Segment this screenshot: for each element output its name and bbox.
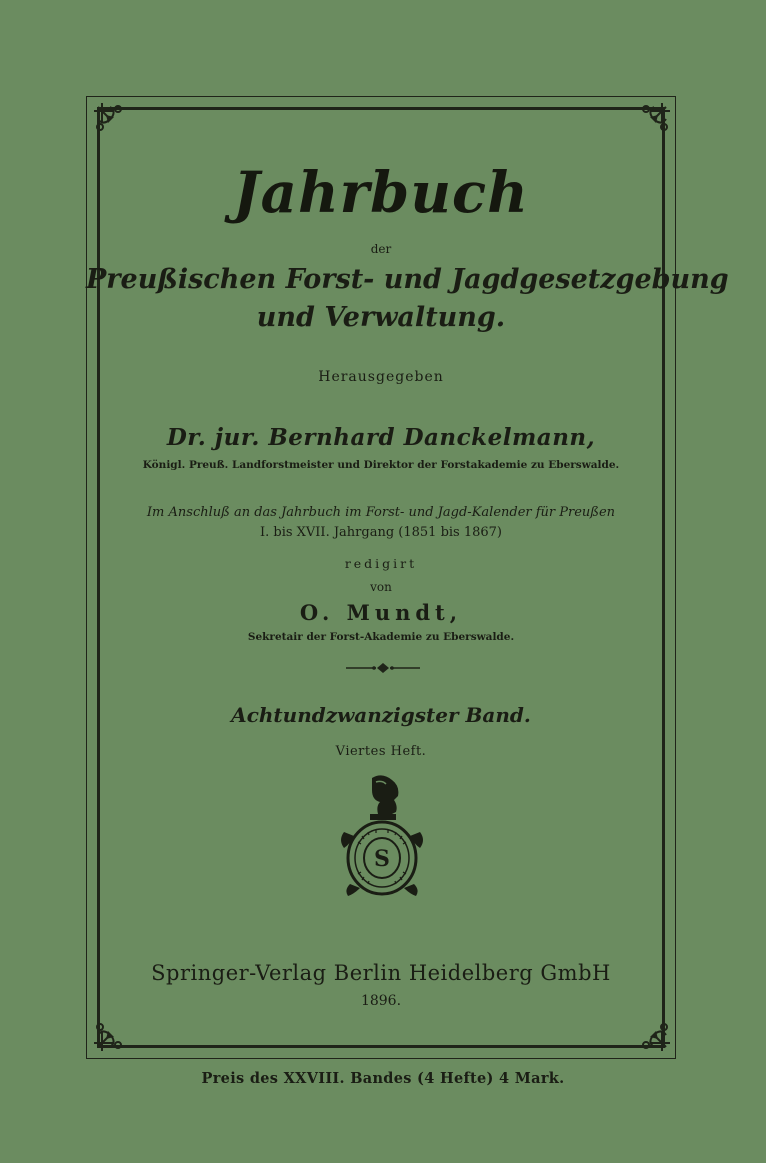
title-connector: der xyxy=(370,242,392,256)
publisher-name: Springer-Verlag Berlin Heidelberg GmbH xyxy=(151,961,611,985)
corner-ornament-icon xyxy=(628,101,672,145)
corner-ornament-icon xyxy=(92,101,136,145)
volume-range: I. bis XVII. Jahrgang (1851 bis 1867) xyxy=(259,525,503,540)
corner-ornament-icon xyxy=(92,1009,136,1053)
subtitle-line-1: Preußischen Forst- und Jagdgesetzgebung xyxy=(86,264,729,295)
redacted-label: redigirt xyxy=(344,556,418,571)
divider-ornament-icon xyxy=(344,659,422,671)
redactor-title: Sekretair der Forst-Akademie zu Eberswalde. xyxy=(247,631,515,643)
publication-year: 1896. xyxy=(360,993,402,1009)
edited-by-label: Herausgegeben xyxy=(318,369,444,385)
corner-ornament-icon xyxy=(628,1009,672,1053)
redactor-name: O. Mundt, xyxy=(299,600,463,625)
springer-knight-emblem-icon xyxy=(336,772,428,900)
editor-title: Königl. Preuß. Landforstmeister und Direktor der Forstakademie zu Eberswalde. xyxy=(142,459,620,471)
editor-name: Dr. jur. Bernhard Danckelmann, xyxy=(166,424,596,451)
subtitle-line-2: und Verwaltung. xyxy=(256,302,506,333)
issue-label: Viertes Heft. xyxy=(335,744,427,759)
volume-label: Achtundzwanzigster Band. xyxy=(231,703,531,727)
by-label: von xyxy=(370,580,392,594)
price-note: Preis des XXVIII. Bandes (4 Hefte) 4 Mark. xyxy=(201,1070,565,1087)
svg-text:S: S xyxy=(374,846,390,872)
supplement-note: Im Anschluß an das Jahrbuch im Forst- und Jagd-Kalender für Preußen xyxy=(146,505,616,520)
book-title: Jahrbuch xyxy=(233,160,529,226)
